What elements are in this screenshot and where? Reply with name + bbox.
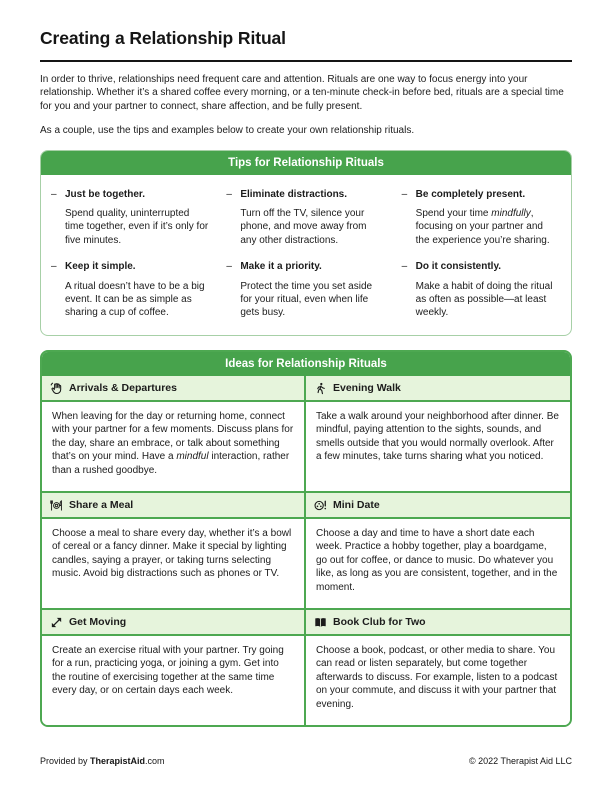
tips-panel-header: Tips for Relationship Rituals <box>41 151 571 175</box>
idea-body-arrivals-departures: When leaving for the day or returning home, connect with your partner for a few moments. Discuss plans for the day, share an embrace, or talk about something that’s on your mind. Have a mindful interaction, rather than a rushed goodbye. <box>42 402 306 493</box>
tip-content <box>240 260 383 320</box>
idea-title: Mini Date <box>333 499 380 512</box>
idea-header-arrivals-departures <box>42 376 306 402</box>
tip-item <box>226 188 383 248</box>
idea-header-share-a-meal <box>42 493 306 519</box>
tip-content <box>416 260 559 320</box>
intro-paragraph: In order to thrive, relationships need frequent care and attention. Rituals are one way to focus energy into your relationship. Whether it’s a shared coffee every morning, or a ten-minute check-in before bed, rituals are a special time for you and your partner to connect, share affection, and be fully present. <box>40 74 564 112</box>
tip-content <box>65 188 208 248</box>
walking-person-icon <box>314 382 327 395</box>
tip-content <box>65 260 208 320</box>
tip-bullet: – <box>401 261 408 273</box>
ideas-panel <box>40 350 572 727</box>
mini-date-icon <box>314 499 327 512</box>
title-divider <box>40 60 572 62</box>
waving-hand-icon <box>50 382 63 395</box>
instruction-paragraph: As a couple, use the tips and examples below to create your own relationship rituals. <box>40 125 415 137</box>
idea-body-mini-date: Choose a day and time to have a short date each week. Practice a hobby together, play a boardgame, go out for coffee, or dance to music. Do whatever you like, as long as you are consistent, together, and in the moment. <box>306 519 570 610</box>
tip-body: Protect the time you set aside for your ritual, even when life gets busy. <box>240 280 373 319</box>
tip-title: Do it consistently. <box>415 261 502 273</box>
tip-body: Make a habit of doing the ritual as often as possible—at least weekly. <box>415 280 553 319</box>
idea-title: Share a Meal <box>69 499 134 512</box>
brand-name: TherapistAid <box>90 756 146 766</box>
tip-item <box>226 260 383 320</box>
tip-body: Spend quality, uninterrupted time together, even if it’s only for five minutes. <box>65 208 209 246</box>
idea-title: Book Club for Two <box>333 616 426 629</box>
tip-item <box>51 188 208 248</box>
tip-bullet: – <box>226 261 232 273</box>
idea-header-get-moving <box>42 610 306 636</box>
idea-body-evening-walk: Take a walk around your neighborhood after dinner. Be mindful, paying attention to the sights, sounds, and smells outside that you would normally overlook. After a few minutes, take turns sharing what you noticed. <box>306 402 570 493</box>
idea-title: Get Moving <box>69 616 127 629</box>
page-footer <box>40 756 572 766</box>
footer-copyright: © 2022 Therapist Aid LLC <box>468 756 572 766</box>
tip-item <box>402 188 559 248</box>
meal-plate-icon <box>50 499 63 512</box>
tip-body: Turn off the TV, silence your phone, and move away from any other distractions. <box>240 208 367 246</box>
page-title: Creating a Relationship Ritual <box>40 28 286 48</box>
tip-bullet: – <box>401 188 408 200</box>
get-moving-icon <box>50 616 63 629</box>
idea-body-get-moving: Create an exercise ritual with your partner. Try going for a run, practicing yoga, or joining a gym. Get into the routine of exercising together at the same time every day, or on certain days each week. <box>42 636 306 725</box>
tips-panel <box>40 150 572 336</box>
tip-title: Be completely present. <box>415 188 526 200</box>
idea-body-book-club: Choose a book, podcast, or other media to share. You can read or listen separately, but come together afterwards to discuss. For example, listen to a podcast on your commute, and discuss it with your partner that evening. <box>316 644 558 710</box>
tip-title: Keep it simple. <box>65 261 136 273</box>
tip-content <box>416 188 559 248</box>
tip-title: Make it a priority. <box>240 261 322 273</box>
tip-bullet: – <box>226 188 232 200</box>
tip-item <box>402 260 559 320</box>
tip-bullet: – <box>51 188 57 200</box>
ideas-table <box>42 376 570 725</box>
tip-content <box>240 188 383 248</box>
idea-header-evening-walk <box>306 376 570 402</box>
tip-title: Just be together. <box>65 188 146 200</box>
tips-grid <box>41 175 571 335</box>
ideas-panel-header: Ideas for Relationship Rituals <box>42 352 570 376</box>
tip-body: Spend your time mindfully, focusing on your partner and the experience you’re sharing. <box>415 208 550 246</box>
tip-item <box>51 260 208 320</box>
tip-title: Eliminate distractions. <box>240 188 348 200</box>
idea-title: Arrivals & Departures <box>69 382 177 395</box>
open-book-icon <box>314 616 327 629</box>
idea-body-share-a-meal: Choose a meal to share every day, whether it’s a bowl of cereal or a fancy dinner. Make it special by lighting candles, saying a prayer, or taking turns selecting music. Avoid big distractions such as phones or TV. <box>42 519 306 610</box>
idea-header-mini-date <box>306 493 570 519</box>
idea-title: Evening Walk <box>333 382 401 395</box>
idea-header-book-club <box>306 610 570 636</box>
tip-bullet: – <box>51 261 57 273</box>
footer-provided-by: Provided by TherapistAid.com <box>40 756 165 766</box>
tip-body: A ritual doesn’t have to be a big event. It can be as simple as sharing a cup of coffee. <box>65 280 205 319</box>
